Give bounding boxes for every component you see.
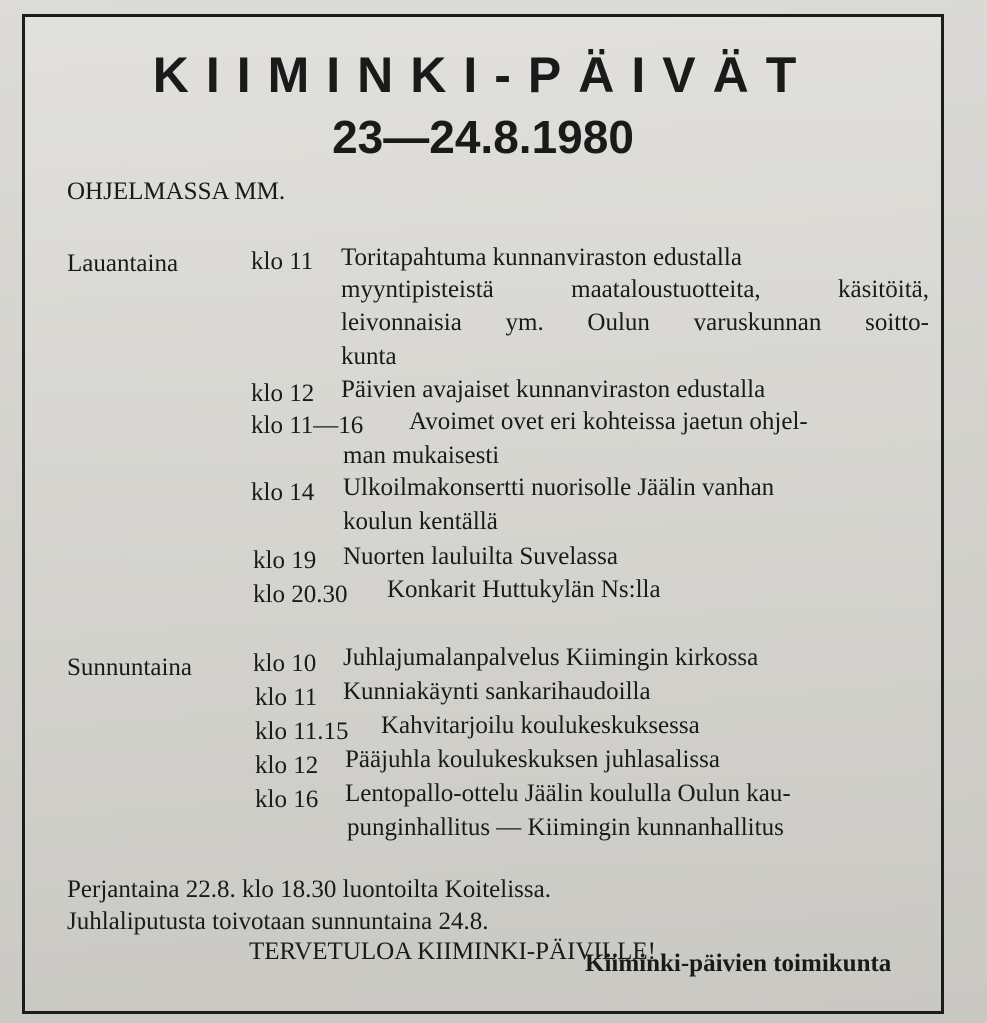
event-line: Kunniakäynti sankarihaudoilla [343, 678, 651, 705]
event-line: Juhlajumalanpalvelus Kiimingin kirkossa [343, 644, 759, 671]
event-line: Päivien avajaiset kunnanviraston edustalla [341, 376, 766, 403]
event-time: klo 12 [255, 752, 319, 779]
event-line: man mukaisesti [343, 442, 500, 469]
event-line: Avoimet ovet eri kohteissa jaetun ohjel- [409, 408, 808, 435]
event-line: kunta [341, 343, 397, 370]
friday-event: Perjantaina 22.8. klo 18.30 luontoilta Koitelissa. [67, 876, 551, 903]
event-line: Pääjuhla koulukeskuksen juhlasalissa [345, 746, 720, 773]
program-intro: OHJELMASSA MM. [67, 178, 286, 205]
organizer-signature: Kiiminki-päivien toimikunta [585, 950, 892, 977]
event-time: klo 11 [255, 684, 318, 711]
event-time: klo 12 [251, 380, 315, 407]
flag-note: Juhlaliputusta toivotaan sunnuntaina 24.8. [67, 908, 489, 935]
event-line: Konkarit Huttukylän Ns:lla [387, 576, 661, 603]
event-line: Kahvitarjoilu koulukeskuksessa [381, 712, 700, 739]
event-time: klo 11—16 [251, 412, 364, 439]
event-line: Toritapahtuma kunnanviraston edustalla [341, 244, 742, 271]
event-line: myyntipisteistä maataloustuotteita, käsitöitä, [341, 276, 929, 303]
day-label-saturday: Lauantaina [67, 250, 179, 277]
event-time: klo 10 [253, 650, 317, 677]
event-time: klo 16 [255, 786, 319, 813]
event-line: Lentopallo-ottelu Jäälin koululla Oulun kau- [345, 780, 791, 807]
event-line: Ulkoilmakonsertti nuorisolle Jäälin vanhan [343, 474, 775, 501]
event-line: leivonnaisia ym. Oulun varuskunnan soitto- [341, 309, 929, 336]
day-label-sunday: Sunnuntaina [67, 654, 192, 681]
event-time: klo 11.15 [255, 718, 349, 745]
event-time: klo 19 [253, 547, 317, 574]
event-time: klo 20.30 [253, 581, 348, 608]
event-advertisement [22, 14, 944, 1014]
event-time: klo 14 [251, 479, 315, 506]
event-dates: 23—24.8.1980 [332, 111, 634, 163]
ad-title: KIIMINKI-PÄIVÄT [152, 47, 814, 103]
event-line: Nuorten lauluilta Suvelassa [343, 543, 618, 570]
event-time: klo 11 [251, 248, 314, 275]
event-line: punginhallitus — Kiimingin kunnanhallitus [347, 814, 784, 841]
event-line: koulun kentällä [343, 508, 498, 535]
welcome-text: TERVETULOA KIIMINKI-PÄIVILLE! [249, 938, 656, 965]
